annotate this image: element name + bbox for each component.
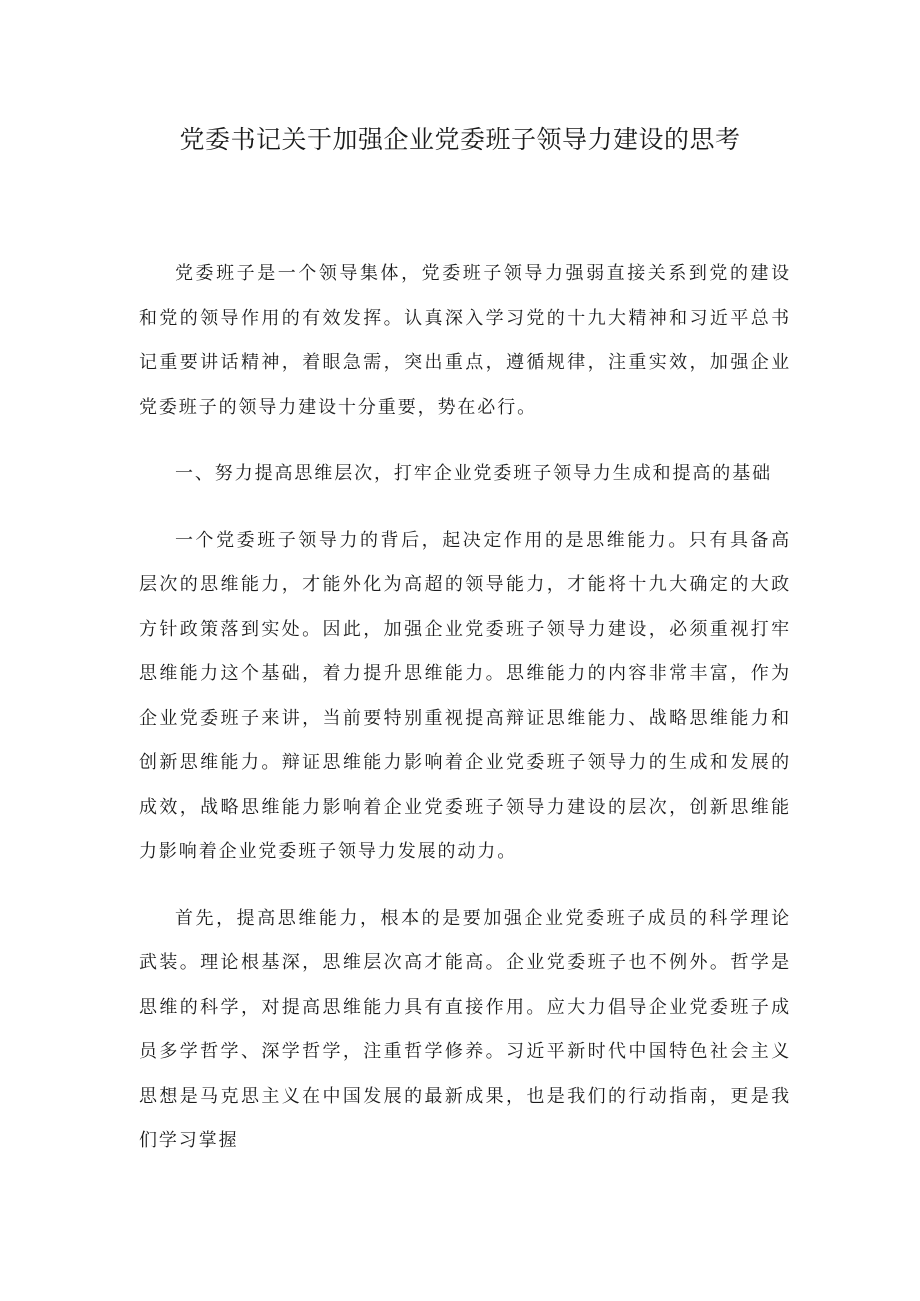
document-title: 党委书记关于加强企业党委班子领导力建设的思考	[179, 125, 741, 154]
document-body	[139, 252, 791, 1186]
section-heading-1: 一、努力提高思维层次，打牢企业党委班子领导力生成和提高的基础	[175, 463, 772, 484]
paragraph-thinking-ability: 一个党委班子领导力的背后，起决定作用的是思维能力。只有具备高层次的思维能力，才能外化为高超的领导能力，才能将十九大确定的大政方针政策落到实处。因此，加强企业党委班子领导力建设，必须重视打牢思维能力这个基础，着力提升思维能力。思维能力的内容非常丰富，作为企业党委班子来讲，当前要特别重视提高辩证思维能力、战略思维能力和创新思维能力。辩证思维能力影响着企业党委班子领导力的生成和发展的成效，战略思维能力影响着企业党委班子领导力建设的层次，创新思维能力影响着企业党委班子领导力发展的动力。	[139, 529, 791, 862]
paragraph-first-point: 首先，提高思维能力，根本的是要加强企业党委班子成员的科学理论武装。理论根基深，思维层次高才能高。企业党委班子也不例外。哲学是思维的科学，对提高思维能力具有直接作用。应大力倡导企业党委班子成员多学哲学、深学哲学，注重哲学修养。习近平新时代中国特色社会主义思想是马克思主义在中国发展的最新成果，也是我们的行动指南，更是我们学习掌握	[139, 907, 791, 1151]
paragraph-intro: 党委班子是一个领导集体，党委班子领导力强弱直接关系到党的建设和党的领导作用的有效发挥。认真深入学习党的十九大精神和习近平总书记重要讲话精神，着眼急需，突出重点，遵循规律，注重实效，加强企业党委班子的领导力建设十分重要，势在必行。	[139, 263, 791, 418]
